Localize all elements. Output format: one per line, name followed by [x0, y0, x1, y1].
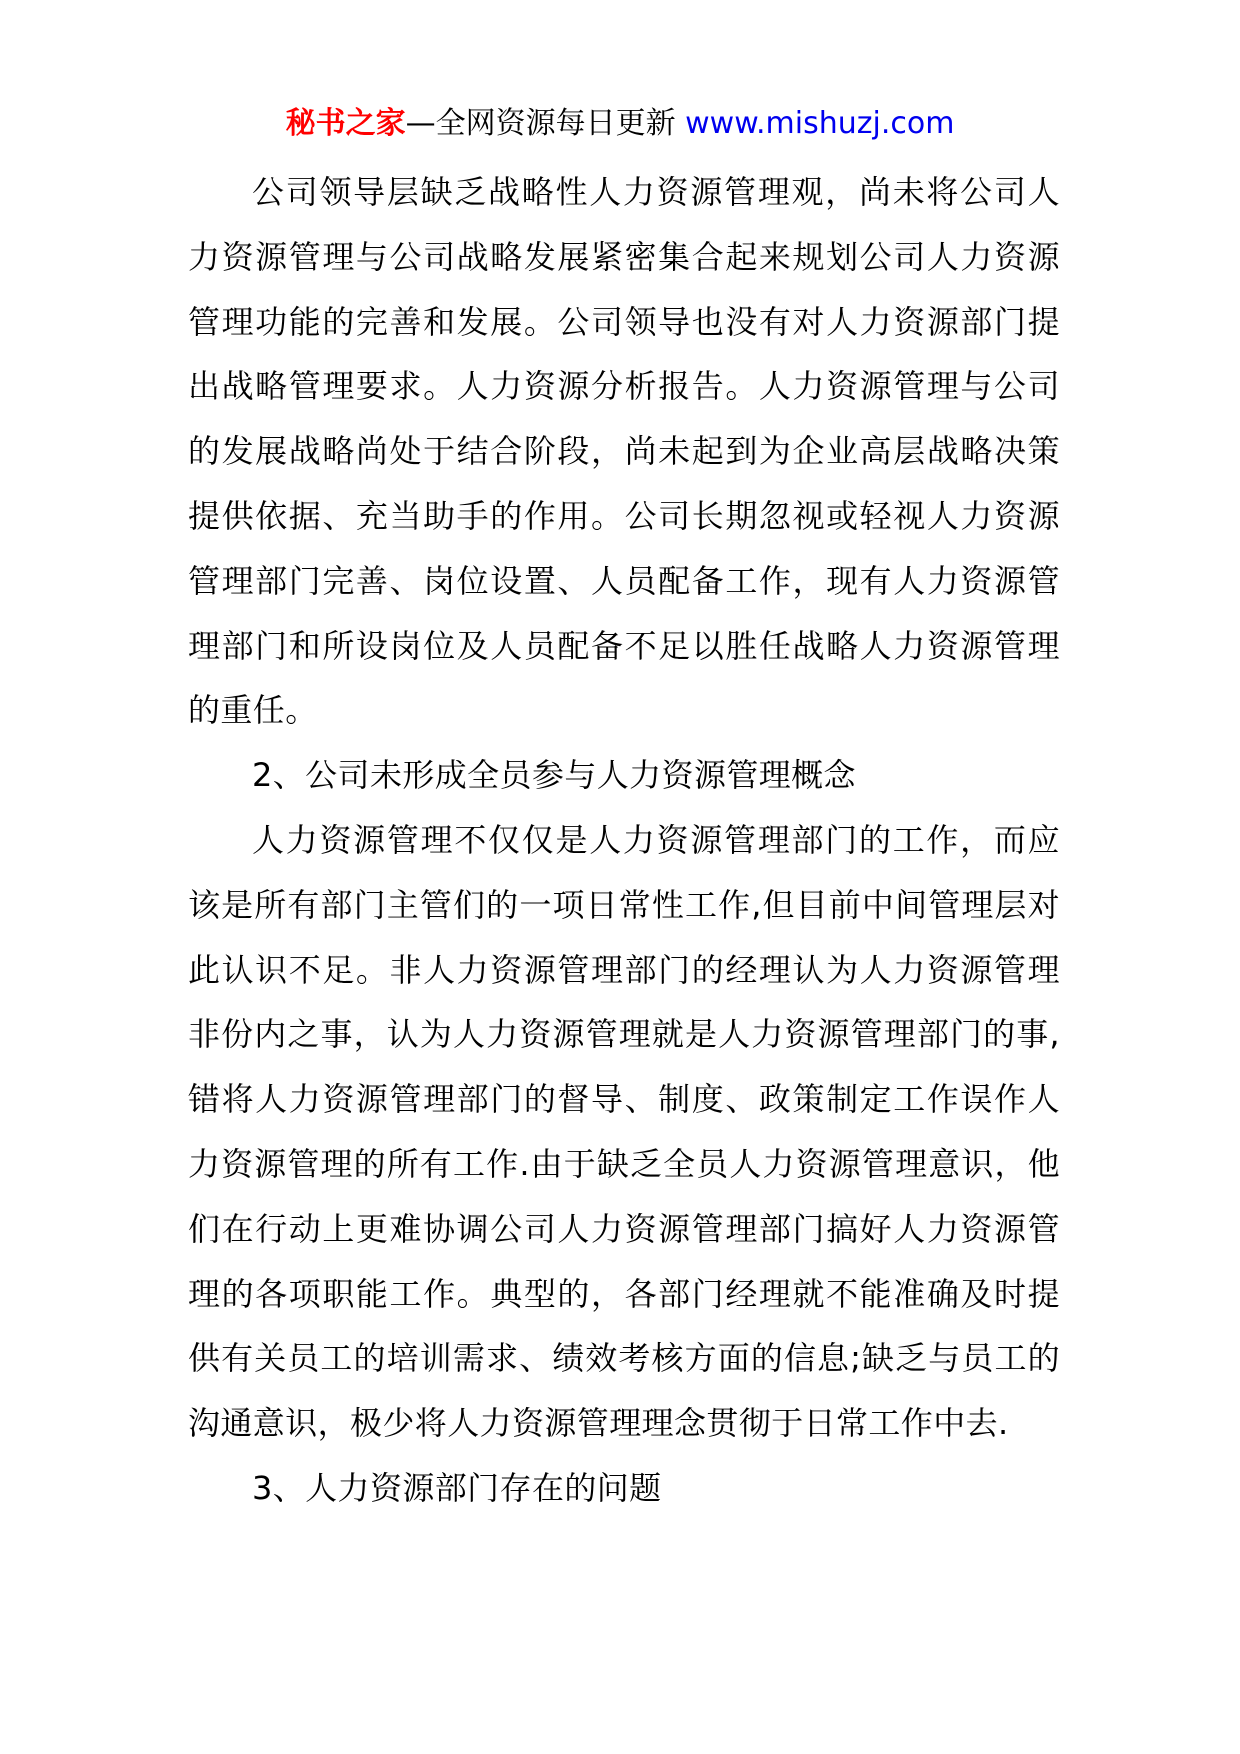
- body-paragraph: 公司领导层缺乏战略性人力资源管理观，尚未将公司人力资源管理与公司战略发展紧密集合起来规划公司人力资源管理功能的完善和发展。公司领导也没有对人力资源部门提出战略管理要求。人力资源分析报告。人力资源管理与公司的发展战略尚处于结合阶段，尚未起到为企业高层战略决策提供依据、充当助手的作用。公司长期忽视或轻视人力资源管理部门完善、岗位设置、人员配备工作，现有人力资源管理部门和所设岗位及人员配备不足以胜任战略人力资源管理的重任。: [188, 173, 1060, 730]
- body-paragraph: 人力资源管理不仅仅是人力资源管理部门的工作，而应该是所有部门主管们的一项日常性工作,但目前中间管理层对此认识不足。非人力资源管理部门的经理认为人力资源管理非份内之事，认为人力资源管理就是人力资源管理部门的事,错将人力资源管理部门的督导、制度、政策制定工作误作人力资源管理的所有工作.由于缺乏全员人力资源管理意识，他们在行动上更难协调公司人力资源管理部门搞好人力资源管理的各项职能工作。典型的，各部门经理就不能准确及时提供有关员工的培训需求、绩效考核方面的信息;缺乏与员工的沟通意识，极少将人力资源管理理念贯彻于日常工作中去.: [188, 820, 1060, 1443]
- page-header: [0, 104, 1240, 144]
- site-url-link[interactable]: www.mishuzj.com: [685, 106, 955, 141]
- section-heading-3: 3、人力资源部门存在的问题: [252, 1468, 662, 1507]
- site-tagline: —全网资源每日更新: [405, 106, 676, 141]
- section-heading-2: 2、公司未形成全员参与人力资源管理概念: [252, 756, 856, 795]
- site-brand: 秘书之家: [285, 106, 406, 141]
- document-body: [188, 160, 1060, 1521]
